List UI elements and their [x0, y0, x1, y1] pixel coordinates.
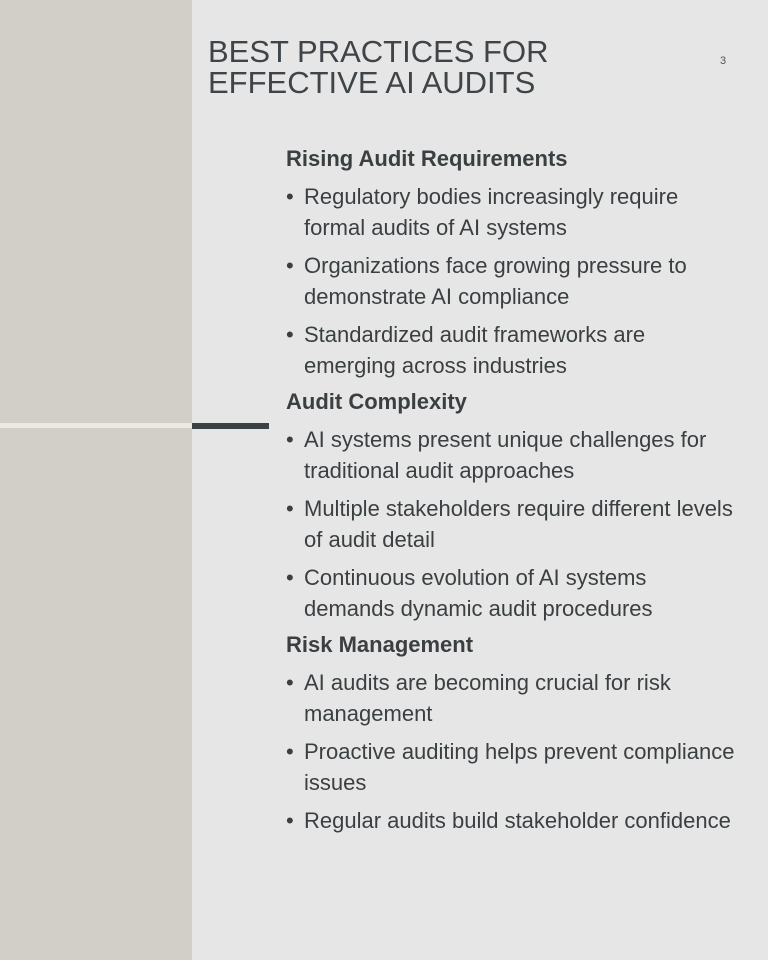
- bullet-icon: •: [286, 808, 294, 833]
- bullet-text: Regulatory bodies increasingly require formal audits of AI systems: [304, 184, 679, 240]
- slide-title: [208, 36, 688, 98]
- page-number: 3: [720, 55, 727, 67]
- bullet-icon: •: [286, 496, 294, 521]
- list-item: [286, 667, 736, 729]
- list-item: [286, 181, 736, 243]
- list-item: [286, 805, 736, 836]
- section-audit-complexity: [286, 388, 736, 624]
- accent-line-dark: [192, 423, 269, 429]
- bullet-list: [286, 667, 736, 836]
- bullet-text: AI systems present unique challenges for traditional audit approaches: [304, 427, 707, 483]
- bullet-icon: •: [286, 739, 294, 764]
- bullet-text: Regular audits build stakeholder confidence: [304, 808, 731, 833]
- bullet-list: [286, 181, 736, 381]
- bullet-text: Continuous evolution of AI systems demands dynamic audit procedures: [304, 565, 653, 621]
- list-item: [286, 319, 736, 381]
- left-decorative-panel: [0, 0, 192, 960]
- section-heading: Risk Management: [286, 632, 474, 657]
- bullet-icon: •: [286, 427, 294, 452]
- bullet-text: Standardized audit frameworks are emerging across industries: [304, 322, 646, 378]
- bullet-icon: •: [286, 322, 294, 347]
- bullet-text: Proactive auditing helps prevent compliance issues: [304, 739, 735, 795]
- slide-content: [286, 145, 736, 843]
- bullet-list: [286, 424, 736, 624]
- bullet-icon: •: [286, 184, 294, 209]
- bullet-text: AI audits are becoming crucial for risk management: [304, 670, 671, 726]
- list-item: [286, 424, 736, 486]
- bullet-icon: •: [286, 565, 294, 590]
- bullet-text: Organizations face growing pressure to demonstrate AI compliance: [304, 253, 687, 309]
- bullet-text: Multiple stakeholders require different levels of audit detail: [304, 496, 733, 552]
- section-rising-audit-requirements: [286, 145, 736, 381]
- slide-title-line-2: EFFECTIVE AI AUDITS: [208, 65, 536, 100]
- accent-line-light: [0, 423, 192, 428]
- bullet-icon: •: [286, 670, 294, 695]
- section-heading: Rising Audit Requirements: [286, 146, 568, 171]
- slide-title-line-1: BEST PRACTICES FOR: [208, 34, 549, 69]
- section-heading: Audit Complexity: [286, 389, 467, 414]
- list-item: [286, 562, 736, 624]
- list-item: [286, 736, 736, 798]
- list-item: [286, 250, 736, 312]
- list-item: [286, 493, 736, 555]
- section-risk-management: [286, 631, 736, 836]
- bullet-icon: •: [286, 253, 294, 278]
